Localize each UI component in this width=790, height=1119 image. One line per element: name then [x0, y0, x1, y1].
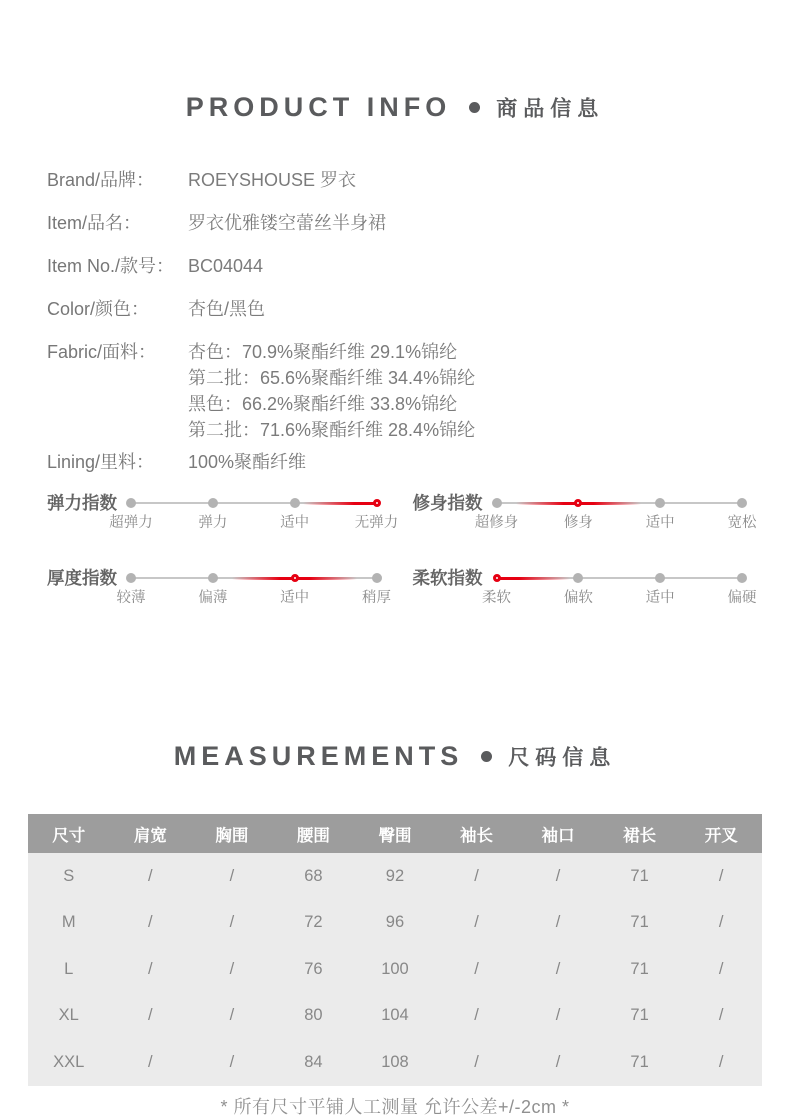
slider-dot	[655, 573, 665, 583]
slider-track	[109, 492, 399, 534]
brand-label: Brand/品牌：	[47, 170, 155, 190]
table-cell: 68	[304, 866, 323, 885]
table-cell: /	[718, 913, 724, 932]
slider-title: 弹力指数	[47, 493, 117, 513]
slider-dot	[291, 574, 299, 582]
measurements-heading-en: MEASUREMENTS	[173, 741, 464, 771]
table-cell: 71	[630, 959, 649, 978]
slider-option-label: 适中	[280, 590, 310, 606]
slider-dot	[126, 573, 136, 583]
size-table-section	[28, 814, 762, 1086]
table-cell: /	[148, 959, 153, 978]
table-cell: 108	[381, 1052, 409, 1071]
table-row	[28, 946, 762, 993]
col-header-shoulder: 肩宽	[110, 814, 192, 853]
slider-row	[47, 492, 757, 534]
slider-option-label: 偏软	[563, 590, 593, 606]
col-header-hip: 臀围	[354, 814, 436, 853]
product-info-heading-en: PRODUCT INFO	[185, 92, 452, 122]
item-no-value: BC04044	[188, 256, 264, 276]
table-header-row	[28, 814, 762, 853]
table-cell: 92	[385, 866, 405, 885]
fabric-label: Fabric/面料：	[47, 342, 157, 362]
lining-label: Lining/里料：	[47, 452, 155, 472]
col-header-sleeve-length: 袖长	[436, 814, 518, 853]
slider-title: 厚度指数	[47, 568, 117, 588]
slider-option-label: 宽松	[727, 515, 757, 531]
slider-dot	[373, 499, 381, 507]
table-cell: /	[229, 959, 235, 978]
table-cell: /	[474, 959, 479, 978]
size-table-header	[28, 814, 762, 853]
table-cell: /	[555, 913, 561, 932]
size-table-body	[28, 853, 762, 1086]
fabric-line: 第二批：65.6%聚酯纤维 34.4%锦纶	[188, 368, 476, 388]
table-cell: /	[474, 913, 479, 932]
slider-row	[47, 567, 757, 609]
table-cell: /	[555, 866, 561, 885]
slider-dot	[574, 499, 582, 507]
table-cell: /	[148, 1052, 153, 1071]
table-cell: 100	[381, 959, 409, 978]
elasticity-index-slider	[47, 492, 399, 534]
slider-dot	[573, 573, 583, 583]
slider-dot	[208, 573, 218, 583]
table-cell: /	[718, 1006, 724, 1025]
table-cell: 71	[630, 1006, 649, 1025]
table-cell: /	[555, 1052, 561, 1071]
slider-option-label: 超修身	[474, 515, 519, 531]
info-row-lining	[47, 449, 790, 475]
info-row-item-no	[47, 253, 790, 279]
softness-index-slider	[412, 567, 757, 609]
slider-active-segment	[497, 577, 571, 580]
item-no-label: Item No./款号：	[47, 256, 175, 276]
product-info-section	[0, 167, 790, 475]
table-cell: /	[474, 1006, 479, 1025]
slider-option-label: 无弹力	[354, 515, 399, 531]
slider-option-label: 弹力	[198, 515, 228, 531]
slider-option-label: 修身	[563, 515, 593, 531]
table-cell: 71	[630, 913, 649, 932]
slider-dot	[655, 498, 665, 508]
table-cell: /	[229, 913, 235, 932]
col-header-waist: 腰围	[273, 814, 355, 853]
fabric-value	[188, 339, 475, 443]
slider-option-label: 较薄	[116, 590, 146, 606]
slider-dot	[372, 573, 382, 583]
table-cell: /	[229, 1052, 235, 1071]
col-header-skirt-length: 裙长	[599, 814, 681, 853]
table-cell: 71	[630, 1052, 649, 1071]
table-cell: /	[148, 1006, 153, 1025]
table-cell: 84	[304, 1052, 323, 1071]
table-cell: /	[474, 1052, 479, 1071]
slider-track	[116, 567, 391, 609]
info-row-item	[47, 210, 790, 236]
info-row-brand	[47, 167, 790, 193]
slider-option-label: 偏硬	[727, 590, 757, 606]
slider-track	[482, 567, 757, 609]
fabric-line: 杏色：70.9%聚酯纤维 29.1%锦纶	[188, 342, 458, 362]
slider-option-label: 超弹力	[109, 515, 153, 531]
slider-active-segment	[303, 502, 377, 505]
table-cell: /	[718, 959, 724, 978]
table-cell: 76	[304, 959, 323, 978]
measurements-heading-zh: 尺码信息	[508, 746, 617, 770]
table-cell: /	[229, 1006, 235, 1025]
col-header-size: 尺寸	[28, 814, 110, 853]
table-cell: /	[474, 866, 479, 885]
fit-index-slider	[412, 492, 757, 534]
slider-dot	[493, 574, 501, 582]
table-cell: /	[148, 866, 153, 885]
col-header-cuff: 袖口	[517, 814, 599, 853]
slider-option-label: 适中	[645, 590, 675, 606]
info-row-fabric	[47, 339, 790, 443]
thickness-index-slider	[47, 567, 391, 609]
table-cell: XXL	[53, 1052, 85, 1071]
slider-dot	[208, 498, 218, 508]
col-header-bust: 胸围	[191, 814, 273, 853]
lining-value: 100%聚酯纤维	[188, 452, 307, 472]
slider-dot	[492, 498, 502, 508]
index-sliders-section	[0, 492, 790, 609]
slider-track	[474, 492, 757, 534]
table-cell: /	[718, 866, 724, 885]
table-cell: /	[555, 959, 561, 978]
brand-value: ROEYSHOUSE 罗衣	[188, 170, 357, 190]
slider-dot	[290, 498, 300, 508]
table-cell: XL	[58, 1006, 79, 1025]
table-row	[28, 853, 762, 900]
item-label: Item/品名：	[47, 213, 142, 233]
slider-option-label: 适中	[645, 515, 675, 531]
table-cell: /	[718, 1052, 724, 1071]
color-label: Color/颜色：	[47, 299, 150, 319]
slider-dot	[126, 498, 136, 508]
table-cell: /	[148, 913, 153, 932]
table-cell: S	[63, 866, 75, 885]
table-cell: L	[64, 959, 74, 978]
slider-dot	[737, 498, 747, 508]
size-table	[28, 814, 762, 1086]
table-row	[28, 900, 762, 947]
bullet-dot-icon	[481, 751, 492, 762]
table-cell: 72	[304, 913, 323, 932]
product-info-heading	[0, 0, 790, 123]
fabric-line: 第二批：71.6%聚酯纤维 28.4%锦纶	[188, 420, 476, 440]
slider-title: 修身指数	[412, 493, 483, 513]
table-cell: /	[229, 866, 235, 885]
info-row-color	[47, 296, 790, 322]
slider-option-label: 适中	[280, 515, 310, 531]
item-value: 罗衣优雅镂空蕾丝半身裙	[188, 213, 386, 233]
table-cell: M	[61, 913, 76, 932]
measurement-tolerance-note: * 所有尺寸平铺人工测量 允许公差+/-2cm *	[220, 1096, 570, 1117]
bullet-dot-icon	[469, 102, 480, 113]
measurements-heading	[0, 741, 790, 772]
slider-option-label: 偏薄	[198, 590, 228, 606]
slider-dot	[737, 573, 747, 583]
slider-option-label: 柔软	[482, 590, 511, 606]
table-cell: 80	[304, 1006, 323, 1025]
table-row	[28, 993, 762, 1040]
slider-title: 柔软指数	[412, 568, 483, 588]
fabric-line: 黑色：66.2%聚酯纤维 33.8%锦纶	[188, 394, 458, 414]
color-value: 杏色/黑色	[188, 299, 266, 319]
table-cell: 104	[381, 1006, 409, 1025]
product-info-heading-zh: 商品信息	[496, 97, 605, 121]
col-header-slit: 开叉	[680, 814, 762, 853]
table-cell: 96	[385, 913, 405, 932]
table-row	[28, 1039, 762, 1086]
slider-option-label: 稍厚	[362, 590, 391, 606]
table-cell: 71	[630, 866, 649, 885]
table-cell: /	[555, 1006, 561, 1025]
